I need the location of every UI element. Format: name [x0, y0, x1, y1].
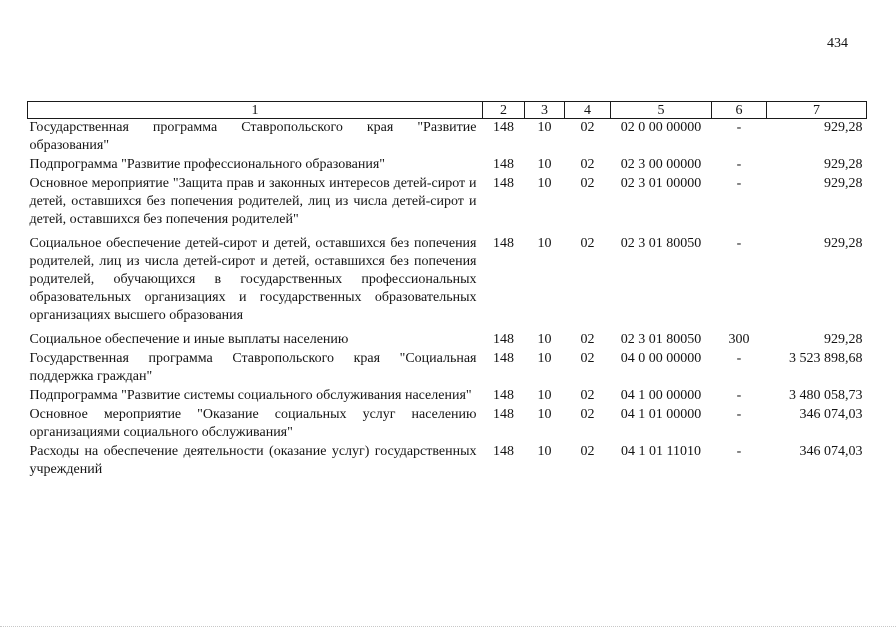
row-code-6: - — [736, 407, 742, 422]
row-code-3: 10 — [537, 332, 552, 347]
row-code-4: 02 — [580, 351, 595, 366]
row-name: Социальное обеспечение и иные выплаты населению — [29, 332, 349, 347]
row-code-3: 10 — [537, 444, 552, 459]
row-code-6: - — [736, 444, 742, 459]
row-code-6: - — [736, 351, 742, 366]
table-row — [28, 350, 867, 387]
row-amount: 929,28 — [824, 157, 863, 172]
row-code-5: 02 3 01 80050 — [620, 332, 702, 347]
row-code-6: 300 — [728, 332, 750, 347]
row-code-2: 148 — [493, 332, 514, 347]
row-code-4: 02 — [580, 120, 595, 135]
row-name: Государственная программа Ставропольского края "Развитие образования" — [29, 120, 477, 153]
row-name: Государственная программа Ставропольского края "Социальная поддержка граждан" — [29, 351, 477, 384]
row-code-2: 148 — [493, 120, 514, 135]
row-code-4: 02 — [580, 444, 595, 459]
row-name: Основное мероприятие "Защита прав и законных интересов детей-сирот и детей, оставшихся без попечения родителей, лиц из числа детей-сирот и детей, оставшихся без попечения родителей" — [29, 176, 477, 227]
row-code-3: 10 — [537, 236, 552, 251]
budget-table — [27, 101, 867, 480]
row-name: Основное мероприятие "Оказание социальных услуг населению организациями социального обслуживания" — [29, 407, 477, 440]
row-code-6: - — [736, 236, 742, 251]
row-code-3: 10 — [537, 157, 552, 172]
row-code-6: - — [736, 176, 742, 191]
table-row — [28, 175, 867, 235]
row-code-2: 148 — [493, 407, 514, 422]
row-amount: 929,28 — [824, 120, 863, 135]
row-name: Подпрограмма "Развитие системы социального обслуживания населения" — [29, 388, 472, 403]
table-row — [28, 387, 867, 406]
row-code-6: - — [736, 157, 742, 172]
table-row — [28, 235, 867, 331]
row-amount: 3 480 058,73 — [789, 388, 863, 403]
page-number: 434 — [827, 36, 848, 51]
row-code-5: 02 3 01 80050 — [620, 236, 702, 251]
header-col-1: 1 — [28, 102, 483, 119]
header-col-7: 7 — [767, 102, 867, 119]
row-code-4: 02 — [580, 388, 595, 403]
row-amount: 929,28 — [824, 332, 863, 347]
row-code-3: 10 — [537, 120, 552, 135]
row-code-2: 148 — [493, 388, 514, 403]
row-code-2: 148 — [493, 236, 514, 251]
row-code-4: 02 — [580, 157, 595, 172]
header-col-2: 2 — [483, 102, 525, 119]
page-bottom-edge — [0, 626, 896, 628]
row-code-5: 04 1 00 00000 — [620, 388, 702, 403]
row-code-2: 148 — [493, 157, 514, 172]
row-code-4: 02 — [580, 332, 595, 347]
row-code-5: 02 0 00 00000 — [620, 120, 702, 135]
row-amount: 929,28 — [824, 176, 863, 191]
row-amount: 929,28 — [824, 236, 863, 251]
table-row — [28, 156, 867, 175]
row-code-5: 02 3 01 00000 — [620, 176, 702, 191]
row-code-4: 02 — [580, 176, 595, 191]
row-code-4: 02 — [580, 407, 595, 422]
row-amount: 346 074,03 — [799, 407, 863, 422]
table-row — [28, 331, 867, 350]
row-code-2: 148 — [493, 176, 514, 191]
row-code-3: 10 — [537, 388, 552, 403]
row-name: Подпрограмма "Развитие профессионального образования" — [29, 157, 385, 172]
header-col-6: 6 — [712, 102, 767, 119]
row-code-5: 04 0 00 00000 — [620, 351, 702, 366]
header-col-4: 4 — [565, 102, 611, 119]
header-row — [28, 102, 867, 119]
row-code-3: 10 — [537, 351, 552, 366]
row-name: Социальное обеспечение детей-сирот и детей, оставшихся без попечения родителей, лиц из числа детей-сирот и детей, оставшихся без попечения родителей, обучающихся в государственных профессиональных образовательных организациях и государственных образовательных организациях высшего образования — [29, 236, 477, 323]
row-code-2: 148 — [493, 444, 514, 459]
row-amount: 3 523 898,68 — [789, 351, 863, 366]
header-col-3: 3 — [525, 102, 565, 119]
row-code-6: - — [736, 120, 742, 135]
table-row — [28, 406, 867, 443]
row-amount: 346 074,03 — [799, 444, 863, 459]
row-code-4: 02 — [580, 236, 595, 251]
row-name: Расходы на обеспечение деятельности (оказание услуг) государственных учреждений — [29, 444, 477, 477]
row-code-5: 04 1 01 11010 — [621, 444, 701, 459]
row-code-3: 10 — [537, 176, 552, 191]
table-row — [28, 443, 867, 480]
row-code-2: 148 — [493, 351, 514, 366]
row-code-3: 10 — [537, 407, 552, 422]
table-row — [28, 119, 867, 157]
header-col-5: 5 — [611, 102, 712, 119]
row-code-5: 04 1 01 00000 — [620, 407, 702, 422]
row-code-6: - — [736, 388, 742, 403]
row-code-5: 02 3 00 00000 — [620, 157, 702, 172]
